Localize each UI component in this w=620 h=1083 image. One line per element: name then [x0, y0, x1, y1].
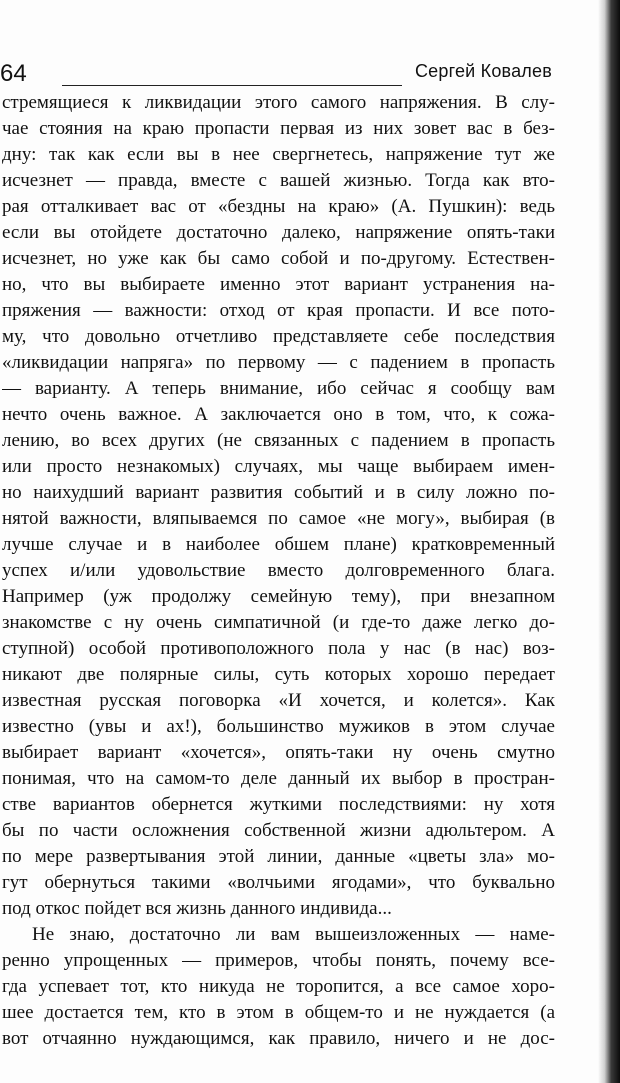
text-line: лучше случае и в наиболее обшем плане) кратковременный — [2, 534, 555, 555]
text-line: ренно упрощенных — примеров, чтобы понять, почему все- — [2, 950, 555, 971]
text-line: рая отталкивает вас от «бездны на краю» (А. Пушкин): ведь — [2, 196, 555, 217]
page-number: 64 — [0, 60, 27, 87]
page-header — [0, 58, 560, 90]
text-line: известная русская поговорка «И хочется, и колется». Как — [2, 690, 555, 711]
text-line: ступной) особой противоположного пола у нас (в нас) воз- — [2, 638, 555, 659]
text-line: стремящиеся к ликвидации этого самого напряжения. В слу- — [2, 92, 555, 113]
text-line: чае стояния на краю пропасти первая из них зовет вас в без- — [2, 118, 555, 139]
text-line: шее достается тем, кто в этом в общем-то и не нуждается (а — [2, 1002, 555, 1023]
text-line: пряжения — важности: отход от края пропасти. И все пото- — [2, 300, 555, 321]
text-line: «ликвидации напряга» по первому — с падением в пропасть — [2, 352, 555, 373]
text-line: по мере развертывания этой линии, данные «цветы зла» мо- — [2, 846, 555, 867]
text-line: или просто незнакомых) случаях, мы чаще выбираем имен- — [2, 456, 555, 477]
text-line: понимая, что на самом-то деле данный их выбор в простран- — [2, 768, 555, 789]
text-line: дну: так как если вы в нее свергнетесь, напряжение тут же — [2, 144, 555, 165]
text-line: но наихудший вариант развития событий и в силу ложно по- — [2, 482, 555, 503]
text-line: никают две полярные силы, суть которых хорошо передает — [2, 664, 555, 685]
text-line: — варианту. А теперь внимание, ибо сейчас я сообщу вам — [2, 378, 555, 399]
text-line: известно (увы и ах!), большинство мужиков в этом случае — [2, 716, 555, 737]
text-line: Например (уж продолжу семейную тему), при внезапном — [2, 586, 555, 607]
text-line: гут обернуться такими «волчьими ягодами», что буквально — [2, 872, 555, 893]
text-line: лению, во всех других (не связанных с падением в пропасть — [2, 430, 555, 451]
text-line: исчезнет, но уже как бы само собой и по-другому. Естествен- — [2, 248, 555, 269]
text-line: стве вариантов обернется жуткими последствиями: ну хотя — [2, 794, 555, 815]
header-rule — [62, 85, 402, 86]
text-line: знакомстве с ну очень симпатичной (и где-то даже легко до- — [2, 612, 555, 633]
text-line: успех и/или удовольствие вместо долговременного блага. — [2, 560, 555, 581]
running-head-author: Сергей Ковалев — [414, 61, 552, 81]
text-line: под откос пойдет вся жизнь данного индивида... — [2, 898, 392, 919]
text-line: выбирает вариант «хочется», опять-таки ну очень смутно — [2, 742, 555, 763]
text-line: нечто очень важное. А заключается оно в том, что, к сожа- — [2, 404, 555, 425]
text-line: му, что довольно отчетливо представляете себе последствия — [2, 326, 555, 347]
text-line: бы по части осложнения собственной жизни адюльтером. А — [2, 820, 555, 841]
body-text — [2, 90, 555, 1052]
text-line: Не знаю, достаточно ли вам вышеизложенных — наме- — [32, 924, 555, 945]
text-line: нятой важности, вляпываемся по самое «не могу», выбирая (в — [2, 508, 555, 529]
text-line: если вы отойдете достаточно далеко, напряжение опять-таки — [2, 222, 555, 243]
text-line: гда успевает тот, кто никуда не торопится, а все самое хоро- — [2, 976, 555, 997]
text-line: исчезнет — правда, вместе с вашей жизнью. Тогда как вто- — [2, 170, 555, 191]
text-line: вот отчаянно нуждающимся, как правило, ничего и не дос- — [2, 1028, 555, 1049]
book-spine-shadow — [598, 0, 620, 1083]
text-line: но, что вы выбираете именно этот вариант устранения на- — [2, 274, 555, 295]
